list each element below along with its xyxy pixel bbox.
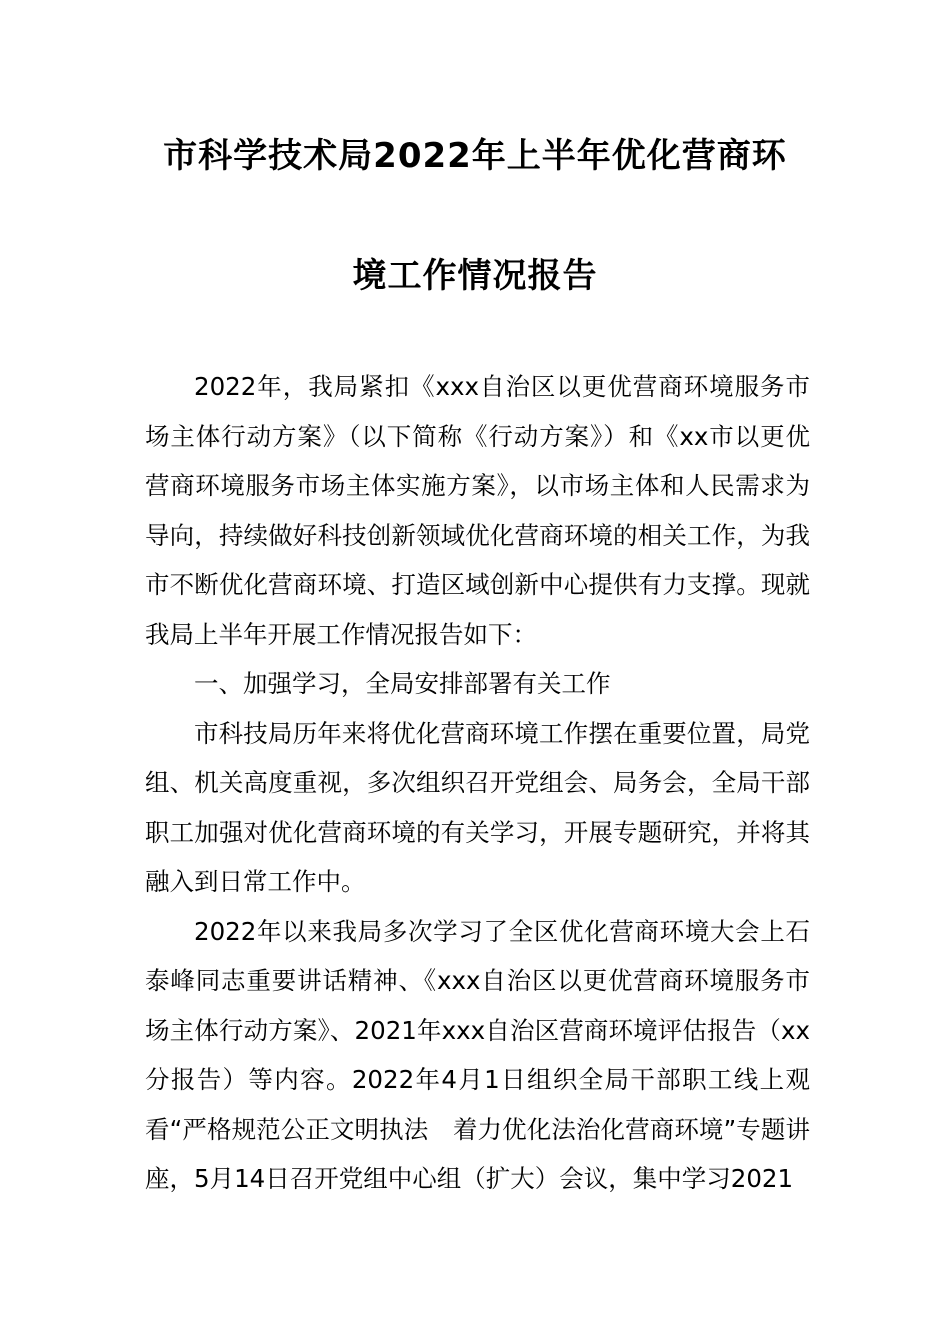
section-heading-1: 一、加强学习，全局安排部署有关工作 (194, 669, 611, 698)
paragraph-study-2022: 2022年以来我局多次学习了全区优化营商环境大会上石泰峰同志重要讲话精神、《xxx自治区以更优营商环境服务市场主体行动方案》、2021年xxx自治区营商环境评估报告（xx分报告）等内容。2022年4月1日组织全局干部职工线上观看“严格规范公正文明执法 着力优化法治化营商环境”专题讲座，5月14日召开党组中心组（扩大）会议，集中学习2021 (145, 916, 810, 1193)
paragraph-section-1: 市科技局历年来将优化营商环境工作摆在重要位置，局党组、机关高度重视，多次组织召开党组会、局务会，全局干部职工加强对优化营商环境的有关学习，开展专题研究，并将其融入到日常工作中。 (145, 718, 810, 896)
document-body (145, 362, 810, 1204)
paragraph-intro: 2022年，我局紧扣《xxx自治区以更优营商环境服务市场主体行动方案》（以下简称《行动方案》）和《xx市以更优营商环境服务市场主体实施方案》，以市场主体和人民需求为导向，持续做好科技创新领域优化营商环境的相关工作，为我市不断优化营商环境、打造区域创新中心提供有力支撑。现就我局上半年开展工作情况报告如下： (145, 372, 810, 649)
document-title-line-1: 市科学技术局2022年上半年优化营商环 (163, 136, 787, 176)
document-title-line-2: 境工作情况报告 (352, 256, 598, 296)
